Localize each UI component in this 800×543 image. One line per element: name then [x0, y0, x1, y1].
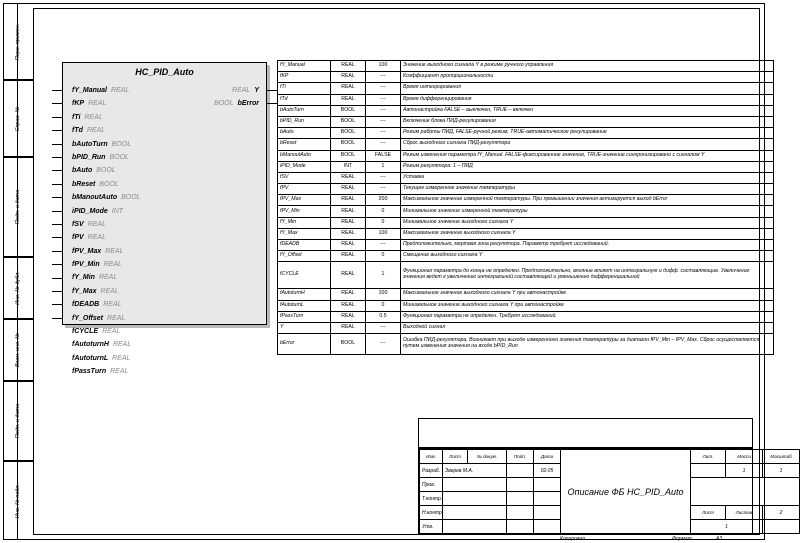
param-name: fDEADB [278, 240, 331, 251]
tb-sign-prov [507, 478, 534, 492]
fb-input-pin: fSV REAL [72, 220, 106, 228]
strip-cell-5 [3, 381, 33, 461]
tb-scale-header: Масштаб [763, 450, 800, 464]
table-row [278, 240, 774, 251]
tb-role-tkontr: Т.контр. [420, 492, 443, 506]
left-margin-strip [3, 3, 33, 540]
pin-stub [52, 130, 62, 131]
param-value: --- [366, 94, 401, 105]
param-type: INT [331, 161, 366, 172]
param-value: --- [366, 116, 401, 127]
table-row [278, 334, 774, 355]
tb-name-nkontr [443, 506, 507, 520]
param-desc: Минимальное значение выходного сигнала Y при автонастройке [401, 300, 774, 311]
strip-label-3: Инв. № дубл. [15, 271, 21, 305]
param-value: --- [366, 172, 401, 183]
parameter-table [277, 60, 774, 355]
param-type: BOOL [331, 334, 366, 355]
param-value: --- [366, 322, 401, 333]
param-value: 0 [366, 217, 401, 228]
tb-role-utv: Утв. [420, 520, 443, 534]
param-desc: Минимальное значение измеренной температуры [401, 206, 774, 217]
param-name: fPassTurn [278, 311, 331, 322]
param-type: REAL [331, 251, 366, 262]
param-desc: Смещение выходного сигнала Y [401, 251, 774, 262]
param-name: bPID_Run [278, 116, 331, 127]
pin-stub [52, 184, 62, 185]
param-value: 1 [366, 262, 401, 289]
tb-empty-cell-2 [763, 520, 800, 534]
tb-empty-cell [691, 478, 800, 506]
pin-stub [52, 103, 62, 104]
pin-stub [52, 144, 62, 145]
table-row [278, 128, 774, 139]
param-desc: Минимальное значение выходного сигнала Y [401, 217, 774, 228]
strip-cell-0 [3, 3, 33, 80]
table-row [278, 139, 774, 150]
param-name: fPV_Max [278, 195, 331, 206]
strip-cell-3 [3, 257, 33, 319]
param-type: REAL [331, 172, 366, 183]
param-desc: Сброс выходного сигнала ПИД-регулятора [401, 139, 774, 150]
strip-label-2: Подп. и дата [15, 189, 21, 225]
table-row [278, 262, 774, 289]
param-type: BOOL [331, 128, 366, 139]
param-name: fPV [278, 184, 331, 195]
strip-cell-4 [3, 319, 33, 381]
param-desc: Выходной сигнал [401, 322, 774, 333]
param-desc: Автонастройка FALSE – выключен, TRUE – включен [401, 105, 774, 116]
table-row [278, 322, 774, 333]
fb-input-pin: iPID_Mode INT [72, 207, 124, 215]
table-row [278, 116, 774, 127]
fb-input-pin: fAutoturnH REAL [72, 341, 132, 349]
param-name: bAuto [278, 128, 331, 139]
fb-input-pin: bAutoTurn BOOL [72, 140, 132, 148]
strip-cell-6 [3, 461, 33, 540]
param-type: REAL [331, 195, 366, 206]
param-value: --- [366, 128, 401, 139]
param-value: --- [366, 83, 401, 94]
tb-sheets-label: Листов [726, 506, 763, 520]
fb-input-pin: fY_Max REAL [72, 287, 119, 295]
fb-input-pin: fY_Offset REAL [72, 314, 126, 322]
param-desc: Режим работы ПИД, FALSE-ручной режим, TRUE-автоматическое регулирование [401, 128, 774, 139]
pin-stub [52, 224, 62, 225]
tb-role-prov: Пров. [420, 478, 443, 492]
pin-stub [52, 170, 62, 171]
param-type: REAL [331, 94, 366, 105]
param-desc: Режим изменения параметра fY_Manual. FALSE-фиксированное значение, TRUE-значение синхронизировано с сигналом Y [401, 150, 774, 161]
pin-stub [52, 157, 62, 158]
param-desc: Функционал параметра до конца не определен. Предположительно, влияние влияет на интегральную и дифф. составляющие. Увеличение значения ведет к увеличению интегральной составляющей и уменьшению дифференциальной [401, 262, 774, 289]
fb-output-pin: REAL Y [232, 87, 259, 94]
param-name: fPV_Min [278, 206, 331, 217]
param-type: REAL [331, 217, 366, 228]
function-block-inputs [72, 84, 192, 379]
pin-stub [52, 304, 62, 305]
strip-cell-2 [3, 157, 33, 257]
param-value: 0 [366, 300, 401, 311]
tb-date-nkontr [534, 506, 561, 520]
param-name: fY_Max [278, 228, 331, 239]
tb-role-razrab: Разраб. [420, 464, 443, 478]
tb-date-tkontr [534, 492, 561, 506]
fb-input-pin: fTi REAL [72, 113, 103, 121]
param-name: fKP [278, 72, 331, 83]
table-row [278, 172, 774, 183]
param-name: bError [278, 334, 331, 355]
param-name: Y [278, 322, 331, 333]
param-type: REAL [331, 61, 366, 72]
param-type: REAL [331, 228, 366, 239]
param-value: --- [366, 184, 401, 195]
table-row [278, 72, 774, 83]
param-desc: Максимальное значение измеренной температуры. При превышении значения активируется выход bError [401, 195, 774, 206]
fb-input-pin: fDEADB REAL [72, 301, 122, 309]
tb-date-prov [534, 478, 561, 492]
table-row [278, 184, 774, 195]
tb-date-razrab: 02.05 [534, 464, 561, 478]
fb-input-pin: bManoutAuto BOOL [72, 194, 141, 202]
tb-sign-nkontr [507, 506, 534, 520]
tb-sheets-value: 2 [763, 506, 800, 520]
tb-sign-tkontr [507, 492, 534, 506]
tb-date-utv [534, 520, 561, 534]
param-type: REAL [331, 322, 366, 333]
param-desc: Максимальное значение выходного сигнала Y [401, 228, 774, 239]
param-value: --- [366, 139, 401, 150]
param-name: fCYCLE [278, 262, 331, 289]
table-row [278, 61, 774, 72]
table-row [278, 150, 774, 161]
fb-input-pin: fAutoturnL REAL [72, 354, 131, 362]
tb-name-utv [443, 520, 507, 534]
param-value: 100 [366, 61, 401, 72]
param-name: bReset [278, 139, 331, 150]
tb-sheet-label: Лист [691, 506, 726, 520]
table-row [278, 105, 774, 116]
tb-scale-value: 1 [763, 464, 800, 478]
param-type: REAL [331, 289, 366, 300]
param-value: --- [366, 240, 401, 251]
fb-input-pin: fKP REAL [72, 100, 107, 108]
param-type: REAL [331, 262, 366, 289]
param-desc: Режим регулятора: 1 – ПИД [401, 161, 774, 172]
pin-stub [52, 278, 62, 279]
fb-input-pin: bReset BOOL [72, 180, 119, 188]
pin-stub [52, 291, 62, 292]
fb-input-pin: fPV_Min REAL [72, 261, 122, 269]
pin-stub [52, 237, 62, 238]
pin-stub [52, 90, 62, 91]
param-type: BOOL [331, 139, 366, 150]
table-row [278, 94, 774, 105]
strip-label-5: Подп. и дата [15, 403, 21, 439]
tb-role-nkontr: Н.контр. [420, 506, 443, 520]
param-name: fAutoturnH [278, 289, 331, 300]
table-row [278, 311, 774, 322]
param-value: 0.5 [366, 311, 401, 322]
param-value: 0 [366, 206, 401, 217]
pin-stub-output [267, 90, 277, 91]
param-type: REAL [331, 240, 366, 251]
fb-input-pin: fPassTurn REAL [72, 368, 129, 376]
param-desc: Время интегрирования [401, 83, 774, 94]
table-row [278, 83, 774, 94]
param-value: 0 [366, 251, 401, 262]
tb-sheet-value: 1 [691, 520, 763, 534]
param-type: REAL [331, 184, 366, 195]
format-label: Формат [672, 536, 692, 542]
param-name: fSV [278, 172, 331, 183]
param-name: fTd [278, 94, 331, 105]
table-row [278, 289, 774, 300]
param-desc: Время дифференцирования [401, 94, 774, 105]
param-value: 100 [366, 228, 401, 239]
title-block-upper [418, 418, 753, 448]
function-block-title: HC_PID_Auto [135, 67, 194, 77]
tb-name-prov [443, 478, 507, 492]
param-value: 100 [366, 289, 401, 300]
param-desc: Включение блока ПИД-регулирования [401, 116, 774, 127]
tb-name-tkontr [443, 492, 507, 506]
strip-label-0: Перв. примен. [15, 23, 21, 60]
title-block [418, 448, 792, 535]
fb-input-pin: fTd REAL [72, 127, 106, 135]
tb-col-list: Лист [443, 450, 468, 464]
param-type: REAL [331, 83, 366, 94]
table-row [278, 228, 774, 239]
fb-output-pin: BOOL bError [214, 100, 259, 108]
tb-mass-value: 1 [726, 464, 763, 478]
param-type: REAL [331, 206, 366, 217]
document-title: Описание ФБ HC_PID_Auto [561, 450, 691, 534]
pin-stub-output [267, 103, 277, 104]
tb-col-podp: Подп. [507, 450, 534, 464]
param-name: fY_Manual [278, 61, 331, 72]
fb-input-pin: fPV REAL [72, 234, 106, 242]
param-desc: Функционал параметра не определен. Требует исследований. [401, 311, 774, 322]
param-desc: Максимальное значение выходного сигнала Y при автонастройке [401, 289, 774, 300]
param-type: BOOL [331, 150, 366, 161]
table-row [278, 217, 774, 228]
strip-label-4: Взам. инв. № [15, 332, 21, 368]
param-name: fY_Offset [278, 251, 331, 262]
pin-stub [52, 318, 62, 319]
param-type: BOOL [331, 105, 366, 116]
param-type: BOOL [331, 116, 366, 127]
param-type: REAL [331, 72, 366, 83]
param-desc: Текущее измеренное значение температуры [401, 184, 774, 195]
param-value: --- [366, 334, 401, 355]
param-name: fY_Min [278, 217, 331, 228]
fb-input-pin: bAuto BOOL [72, 167, 116, 175]
strip-cell-1 [3, 80, 33, 157]
strip-label-6: Инв. № подл. [15, 483, 21, 518]
param-value: 1 [366, 161, 401, 172]
pin-stub [52, 251, 62, 252]
param-type: REAL [331, 311, 366, 322]
function-block-diagram [62, 62, 267, 376]
tb-lit-header: Лит. [691, 450, 726, 464]
fb-input-pin: bPID_Run BOOL [72, 153, 129, 161]
fb-input-pin: fY_Min REAL [72, 274, 118, 282]
fb-input-pin: fPV_Max REAL [72, 247, 124, 255]
pin-stub [52, 117, 62, 118]
strip-label-1: Справ. № [15, 106, 21, 131]
param-value: FALSE [366, 150, 401, 161]
format-value: А3 [716, 536, 723, 542]
param-name: fTi [278, 83, 331, 94]
table-row [278, 161, 774, 172]
tb-col-docnum: № докум. [468, 450, 507, 464]
copied-label: Копировал [560, 536, 585, 542]
param-desc: Уставка [401, 172, 774, 183]
param-desc: Значение выходного сигнала Y в режиме ручного управления [401, 61, 774, 72]
tb-col-data: Дата [534, 450, 561, 464]
tb-sign-razrab [507, 464, 534, 478]
param-value: --- [366, 72, 401, 83]
param-value: 200 [366, 195, 401, 206]
tb-sign-utv [507, 520, 534, 534]
pin-stub [52, 211, 62, 212]
param-desc: Предположительно, мертвая зона регулятора. Параметр требует исследований. [401, 240, 774, 251]
table-row [278, 300, 774, 311]
param-name: iPID_Mode [278, 161, 331, 172]
tb-col-izm: Изм. [420, 450, 443, 464]
param-name: bAutoTurn [278, 105, 331, 116]
table-row [278, 206, 774, 217]
table-row [278, 251, 774, 262]
pin-stub [52, 264, 62, 265]
param-desc: Коэффициент пропорциональности [401, 72, 774, 83]
tb-mass-header: Масса [726, 450, 763, 464]
param-value: --- [366, 105, 401, 116]
tb-name-razrab: Зверев М.А. [443, 464, 507, 478]
function-block-outputs [169, 84, 259, 111]
fb-input-pin: fY_Manual REAL [72, 87, 130, 94]
param-name: fAutoturnL [278, 300, 331, 311]
pin-stub [52, 197, 62, 198]
param-type: REAL [331, 300, 366, 311]
tb-lit-value [691, 464, 726, 478]
table-row [278, 195, 774, 206]
param-desc: Ошибка ПИД-регулятора. Возникает при выходе измеренного значения температуры за диапазон fPV_Min – fPV_Max. Сброс осуществляется путем изменения значения на входе bPID_Run [401, 334, 774, 355]
param-name: bManoutAuto [278, 150, 331, 161]
fb-input-pin: fCYCLE REAL [72, 328, 121, 336]
